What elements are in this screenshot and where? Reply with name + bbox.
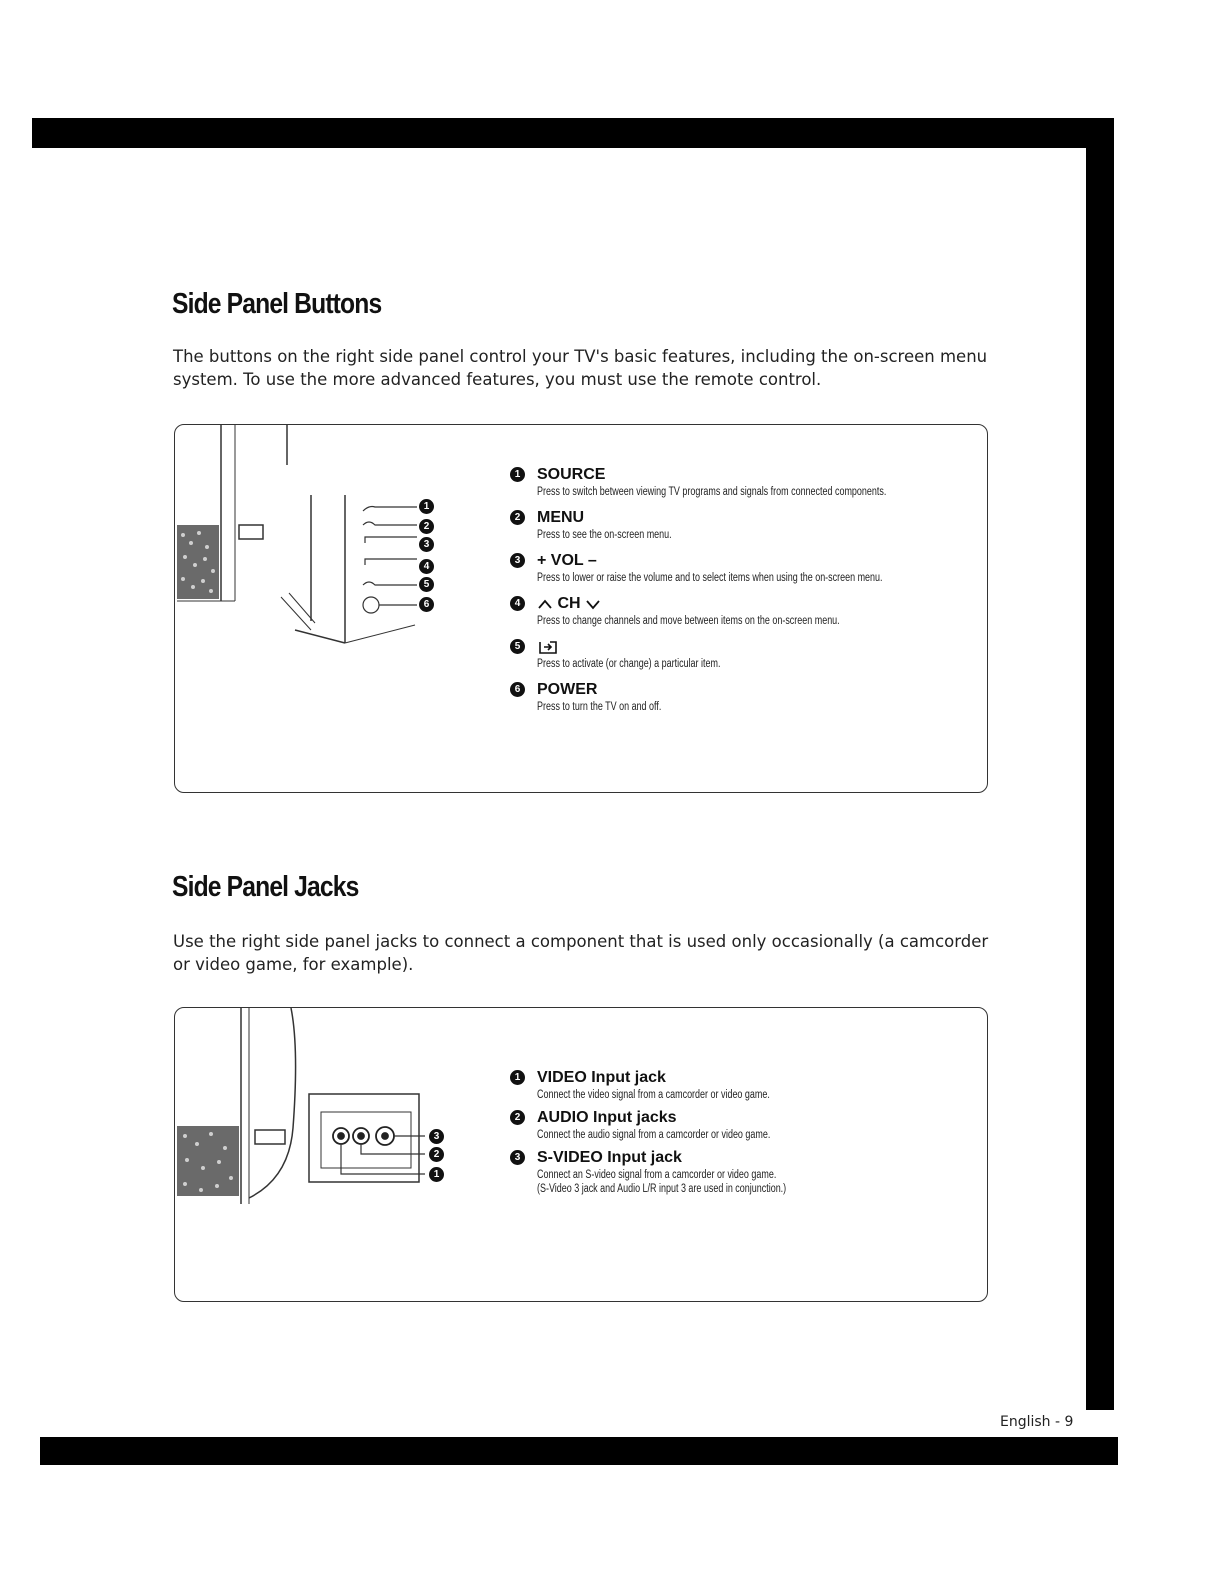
- callout-2: 2: [429, 1147, 444, 1162]
- list-item: [510, 508, 970, 542]
- section-intro-buttons: The buttons on the right side panel control your TV's basic features, including the on-screen menu system. To use the more advanced features, you must use the remote control.: [173, 347, 988, 389]
- item-label: AUDIO Input jacks: [537, 1109, 677, 1126]
- jack-list: [510, 1068, 970, 1202]
- callout-3: 3: [419, 537, 434, 552]
- callout-5: 5: [419, 577, 434, 592]
- section-title-jacks: Side Panel Jacks: [172, 871, 359, 903]
- item-label: POWER: [537, 681, 598, 698]
- side-panel-buttons-box: [174, 424, 988, 793]
- item-number: 6: [510, 682, 525, 697]
- section-title-buttons: Side Panel Buttons: [172, 288, 382, 320]
- button-list: [510, 465, 970, 723]
- callout-3: 3: [429, 1129, 444, 1144]
- chevron-up-icon: [537, 598, 553, 610]
- list-item: [510, 1108, 970, 1142]
- item-number: 4: [510, 596, 525, 611]
- item-label: SOURCE: [537, 466, 606, 483]
- callout-6: 6: [419, 597, 434, 612]
- callout-4: 4: [419, 559, 434, 574]
- right-black-bar: [1086, 118, 1114, 1410]
- item-description: Press to turn the TV on and off.: [537, 701, 662, 713]
- item-label: S-VIDEO Input jack: [537, 1149, 682, 1166]
- list-item: [510, 680, 970, 714]
- item-number: 1: [510, 467, 525, 482]
- item-number: 1: [510, 1070, 525, 1085]
- item-description: Press to switch between viewing TV programs and signals from connected components.: [537, 486, 887, 498]
- list-item: [510, 637, 970, 671]
- item-label-channel: [537, 594, 970, 614]
- callout-2: 2: [419, 519, 434, 534]
- bottom-black-bar: [40, 1437, 1118, 1465]
- callout-1: 1: [419, 499, 434, 514]
- list-item: [510, 465, 970, 499]
- chevron-down-icon: [585, 598, 601, 610]
- item-description: Connect the audio signal from a camcorder or video game.: [537, 1129, 771, 1141]
- page-number: English - 9: [1000, 1414, 1074, 1430]
- enter-icon: [537, 639, 559, 655]
- list-item: [510, 551, 970, 585]
- item-description: Connect an S-video signal from a camcorder or video game.: [537, 1169, 777, 1181]
- item-number: 3: [510, 553, 525, 568]
- item-description: Press to activate (or change) a particular item.: [537, 658, 721, 670]
- item-number: 2: [510, 510, 525, 525]
- list-item: [510, 1148, 970, 1196]
- item-description: Connect the video signal from a camcorder or video game.: [537, 1089, 770, 1101]
- item-label: + VOL –: [537, 552, 597, 569]
- item-description: Press to lower or raise the volume and to select items when using the on-screen menu.: [537, 572, 883, 584]
- channel-label-text: CH: [557, 595, 581, 612]
- section-intro-jacks: Use the right side panel jacks to connect a component that is used only occasionally (a camcorder or video game, for example).: [173, 932, 989, 974]
- side-panel-jacks-box: [174, 1007, 988, 1302]
- top-black-bar: [32, 118, 1114, 148]
- callout-1: 1: [429, 1167, 444, 1182]
- item-label: VIDEO Input jack: [537, 1069, 666, 1086]
- item-description: Press to change channels and move between items on the on-screen menu.: [537, 615, 840, 627]
- item-description: Press to see the on-screen menu.: [537, 529, 672, 541]
- item-label-enter: [537, 637, 970, 657]
- item-label: MENU: [537, 509, 585, 526]
- item-number: 2: [510, 1110, 525, 1125]
- list-item: [510, 1068, 970, 1102]
- item-note: (S-Video 3 jack and Audio L/R input 3 are used in conjunction.): [537, 1183, 787, 1195]
- list-item: [510, 594, 970, 628]
- item-number: 3: [510, 1150, 525, 1165]
- item-number: 5: [510, 639, 525, 654]
